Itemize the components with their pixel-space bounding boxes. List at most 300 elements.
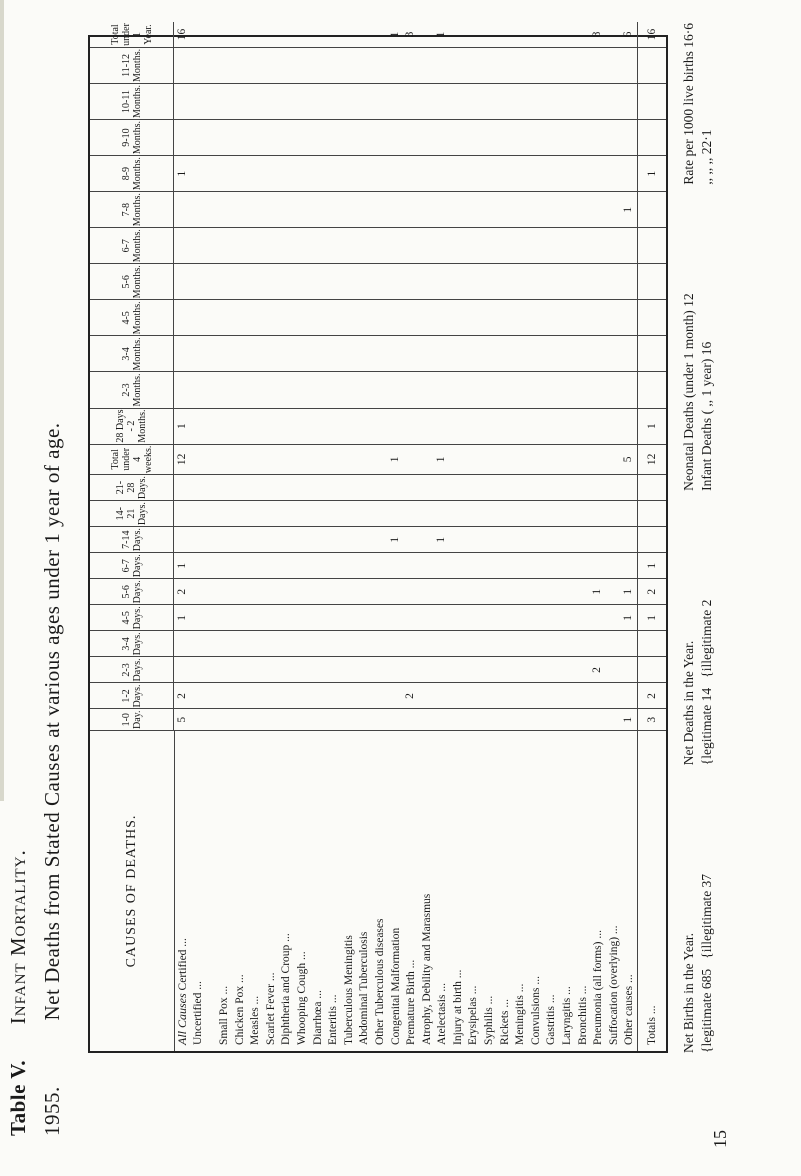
table-cell bbox=[527, 553, 543, 578]
cause-label: Chicken Pox ... bbox=[233, 974, 246, 1045]
table-cell bbox=[511, 527, 527, 552]
table-cell bbox=[293, 409, 309, 444]
table-cell bbox=[511, 84, 527, 119]
table-cell bbox=[309, 84, 325, 119]
age-column bbox=[90, 192, 666, 228]
table-cell bbox=[278, 657, 294, 682]
age-column bbox=[90, 336, 666, 372]
table-cell bbox=[496, 605, 512, 630]
table-cell bbox=[324, 156, 340, 191]
table-cell bbox=[190, 336, 206, 371]
column-header: 14-21 Days. bbox=[90, 501, 174, 526]
cause-label: Abdominal Tuberculosis bbox=[358, 931, 371, 1045]
table-cell bbox=[356, 631, 372, 656]
table-cell bbox=[356, 228, 372, 263]
table-cell bbox=[262, 501, 278, 526]
table-cell bbox=[637, 120, 666, 155]
table-cell bbox=[543, 84, 559, 119]
table-cell bbox=[558, 192, 574, 227]
table-cell bbox=[543, 192, 559, 227]
table-cell bbox=[418, 336, 434, 371]
table-cell bbox=[605, 475, 621, 500]
table-cell bbox=[605, 372, 621, 407]
table-cell bbox=[605, 710, 621, 731]
table-cell bbox=[605, 527, 621, 552]
table-cell bbox=[356, 445, 372, 474]
table-cell bbox=[574, 336, 590, 371]
table-cell bbox=[278, 300, 294, 335]
table-cell bbox=[480, 409, 496, 444]
table-cell bbox=[402, 372, 418, 407]
table-cell bbox=[434, 605, 450, 630]
table-cell bbox=[418, 605, 434, 630]
table-cell: 12 bbox=[175, 453, 188, 466]
table-cell bbox=[340, 120, 356, 155]
table-cell bbox=[246, 156, 262, 191]
table-cell bbox=[527, 120, 543, 155]
table-cell bbox=[215, 605, 231, 630]
spacer bbox=[205, 336, 215, 371]
table-cell bbox=[496, 22, 512, 47]
table-cell bbox=[278, 527, 294, 552]
table-cell bbox=[418, 579, 434, 604]
table-cell bbox=[231, 84, 247, 119]
table-cell bbox=[278, 501, 294, 526]
table-cell bbox=[231, 605, 247, 630]
table-cell bbox=[511, 156, 527, 191]
table-cell bbox=[465, 409, 481, 444]
table-cell bbox=[387, 631, 403, 656]
table-cell bbox=[465, 264, 481, 299]
table-cell bbox=[371, 156, 387, 191]
table-cell bbox=[605, 501, 621, 526]
age-column bbox=[90, 527, 666, 553]
table-cell bbox=[215, 228, 231, 263]
table-cell bbox=[278, 683, 294, 708]
table-cell bbox=[511, 192, 527, 227]
table-cell bbox=[527, 409, 543, 444]
spacer bbox=[205, 48, 215, 83]
table-cell: 1 bbox=[388, 536, 401, 543]
table-cell bbox=[231, 409, 247, 444]
table-cell bbox=[309, 553, 325, 578]
table-cell bbox=[262, 527, 278, 552]
table-cell bbox=[356, 579, 372, 604]
table-cell bbox=[558, 48, 574, 83]
table-cell bbox=[324, 657, 340, 682]
age-column bbox=[90, 300, 666, 336]
table-cell bbox=[589, 501, 605, 526]
table-cell bbox=[465, 372, 481, 407]
table-cell bbox=[605, 409, 621, 444]
page-header bbox=[6, 849, 31, 1136]
cause-label: Diphtheria and Croup ... bbox=[280, 933, 293, 1045]
table-cell bbox=[558, 553, 574, 578]
table-cell bbox=[371, 445, 387, 474]
table-cell bbox=[356, 264, 372, 299]
table-cell bbox=[465, 48, 481, 83]
table-cell bbox=[246, 192, 262, 227]
table-cell bbox=[511, 409, 527, 444]
table-cell: 1 bbox=[388, 456, 401, 463]
table-cell bbox=[278, 631, 294, 656]
table-cell bbox=[174, 120, 190, 155]
table-cell bbox=[309, 120, 325, 155]
table-cell: 16 bbox=[637, 22, 666, 47]
table-cell bbox=[480, 48, 496, 83]
table-cell bbox=[371, 553, 387, 578]
table-cell bbox=[371, 372, 387, 407]
table-cell bbox=[558, 501, 574, 526]
table-cell bbox=[511, 579, 527, 604]
cause-label: Measles ... bbox=[249, 995, 262, 1045]
table-cell bbox=[543, 372, 559, 407]
table-cell bbox=[387, 501, 403, 526]
table-cell bbox=[215, 264, 231, 299]
age-column bbox=[90, 553, 666, 579]
table-cell bbox=[246, 553, 262, 578]
table-cell bbox=[574, 228, 590, 263]
table-cell bbox=[480, 22, 496, 47]
table-cell bbox=[449, 336, 465, 371]
table-cell bbox=[246, 631, 262, 656]
table-cell bbox=[190, 409, 206, 444]
table-cell bbox=[262, 475, 278, 500]
table-cell bbox=[418, 22, 434, 47]
table-cell bbox=[231, 683, 247, 708]
cause-label: Tuberculous Meningitis bbox=[342, 935, 355, 1045]
table-cell: 2 bbox=[175, 693, 188, 699]
table-cell bbox=[543, 631, 559, 656]
table-cell bbox=[215, 192, 231, 227]
table-cell bbox=[496, 192, 512, 227]
column-header: 28 Days - 2 Months. bbox=[90, 409, 174, 444]
table-cell bbox=[558, 409, 574, 444]
table-cell bbox=[174, 192, 190, 227]
age-column bbox=[90, 657, 666, 683]
table-cell bbox=[246, 710, 262, 731]
table-cell bbox=[527, 657, 543, 682]
table-cell bbox=[418, 445, 434, 474]
table-cell bbox=[465, 683, 481, 708]
table-cell bbox=[605, 683, 621, 708]
table-cell bbox=[527, 192, 543, 227]
table-cell bbox=[637, 527, 666, 552]
table-cell bbox=[231, 445, 247, 474]
table-cell bbox=[574, 605, 590, 630]
table-cell bbox=[190, 553, 206, 578]
table-cell bbox=[527, 156, 543, 191]
table-cell bbox=[418, 475, 434, 500]
table-cell bbox=[246, 683, 262, 708]
table-cell bbox=[402, 527, 418, 552]
table-cell bbox=[340, 475, 356, 500]
spacer bbox=[205, 631, 215, 656]
column-header: 4-5 Months. bbox=[90, 300, 174, 335]
table-cell bbox=[387, 683, 403, 708]
table-cell bbox=[589, 156, 605, 191]
table-cell bbox=[434, 579, 450, 604]
uncertified-label: Uncertified ... bbox=[192, 981, 205, 1045]
table-cell bbox=[324, 192, 340, 227]
column-header: Total under 4 weeks. bbox=[90, 445, 174, 474]
table-cell bbox=[371, 631, 387, 656]
cause-label: Scarlet Fever ... bbox=[264, 972, 277, 1045]
table-cell bbox=[356, 48, 372, 83]
table-cell bbox=[340, 156, 356, 191]
table-cell bbox=[465, 475, 481, 500]
spacer bbox=[205, 22, 215, 47]
table-cell bbox=[278, 336, 294, 371]
table-cell bbox=[496, 372, 512, 407]
cause-label: Diarrhœa ... bbox=[311, 990, 324, 1045]
table-cell bbox=[371, 605, 387, 630]
table-cell bbox=[511, 501, 527, 526]
table-cell bbox=[621, 336, 637, 371]
table-cell bbox=[605, 156, 621, 191]
table-cell bbox=[621, 372, 637, 407]
table-cell bbox=[340, 501, 356, 526]
table-cell bbox=[293, 372, 309, 407]
table-cell bbox=[231, 228, 247, 263]
table-cell bbox=[309, 156, 325, 191]
table-cell bbox=[527, 475, 543, 500]
table-cell bbox=[621, 84, 637, 119]
table-cell bbox=[605, 192, 621, 227]
table-cell bbox=[387, 156, 403, 191]
table-cell bbox=[449, 48, 465, 83]
table-cell bbox=[340, 48, 356, 83]
table-cell bbox=[293, 445, 309, 474]
table-cell bbox=[621, 527, 637, 552]
table-cell bbox=[231, 579, 247, 604]
table-cell bbox=[174, 527, 190, 552]
table-cell bbox=[589, 300, 605, 335]
age-column bbox=[90, 22, 666, 48]
age-column bbox=[90, 475, 666, 501]
column-header: 7-14 Days. bbox=[90, 527, 174, 552]
table-cell bbox=[387, 264, 403, 299]
table-cell bbox=[262, 48, 278, 83]
table-cell bbox=[324, 579, 340, 604]
table-cell bbox=[543, 501, 559, 526]
table-cell bbox=[278, 192, 294, 227]
table-cell bbox=[449, 527, 465, 552]
mortality-table bbox=[88, 23, 668, 1053]
table-cell: 2 bbox=[175, 588, 188, 595]
table-cell bbox=[543, 657, 559, 682]
table-cell bbox=[589, 264, 605, 299]
table-cell bbox=[511, 22, 527, 47]
table-cell bbox=[605, 657, 621, 682]
table-cell bbox=[589, 527, 605, 552]
table-cell bbox=[246, 48, 262, 83]
table-cell bbox=[480, 445, 496, 474]
table-cell bbox=[402, 300, 418, 335]
table-cell bbox=[340, 192, 356, 227]
table-cell bbox=[215, 120, 231, 155]
table-cell bbox=[190, 445, 206, 474]
table-cell bbox=[465, 228, 481, 263]
table-cell bbox=[418, 264, 434, 299]
table-cell bbox=[574, 84, 590, 119]
table-cell bbox=[621, 300, 637, 335]
table-cell bbox=[215, 84, 231, 119]
table-cell bbox=[215, 683, 231, 708]
table-cell bbox=[418, 84, 434, 119]
table-cell bbox=[496, 631, 512, 656]
table-cell bbox=[246, 228, 262, 263]
table-cell bbox=[496, 683, 512, 708]
table-cell bbox=[465, 192, 481, 227]
table-cell: 1 bbox=[637, 409, 666, 444]
table-cell bbox=[262, 605, 278, 630]
cause-label: Small Pox ... bbox=[217, 985, 230, 1045]
table-cell bbox=[371, 501, 387, 526]
table-cell bbox=[574, 579, 590, 604]
table-cell bbox=[558, 631, 574, 656]
table-label: Table V. bbox=[6, 1060, 30, 1136]
table-cell bbox=[246, 264, 262, 299]
table-cell bbox=[558, 372, 574, 407]
table-cell bbox=[402, 336, 418, 371]
table-cell bbox=[356, 372, 372, 407]
table-cell bbox=[402, 475, 418, 500]
table-cell bbox=[324, 300, 340, 335]
table-cell bbox=[293, 48, 309, 83]
table-cell bbox=[480, 657, 496, 682]
table-cell bbox=[527, 336, 543, 371]
table-cell bbox=[589, 683, 605, 708]
table-cell bbox=[418, 710, 434, 731]
age-column bbox=[90, 579, 666, 605]
table-cell bbox=[543, 228, 559, 263]
table-cell bbox=[402, 84, 418, 119]
table-cell bbox=[605, 228, 621, 263]
table-cell bbox=[340, 22, 356, 47]
table-cell bbox=[231, 120, 247, 155]
table-cell bbox=[356, 84, 372, 119]
table-cell bbox=[174, 300, 190, 335]
table-cell bbox=[496, 48, 512, 83]
table-cell bbox=[309, 605, 325, 630]
age-column bbox=[90, 710, 666, 732]
table-cell bbox=[324, 409, 340, 444]
table-cell bbox=[262, 22, 278, 47]
table-cell bbox=[371, 228, 387, 263]
table-cell bbox=[278, 156, 294, 191]
table-cell bbox=[371, 683, 387, 708]
cause-label: Erysipelas ... bbox=[467, 985, 480, 1045]
table-cell bbox=[340, 300, 356, 335]
table-cell: 1 bbox=[622, 206, 635, 213]
table-cell bbox=[371, 527, 387, 552]
table-cell bbox=[637, 48, 666, 83]
table-cell bbox=[309, 631, 325, 656]
table-cell bbox=[278, 372, 294, 407]
table-cell bbox=[356, 300, 372, 335]
table-cell bbox=[324, 120, 340, 155]
table-cell bbox=[543, 710, 559, 731]
table-cell bbox=[574, 192, 590, 227]
section-title: Infant Mortality. bbox=[6, 849, 30, 1025]
table-cell bbox=[293, 657, 309, 682]
table-cell: 3 bbox=[404, 31, 417, 38]
table-cell bbox=[621, 553, 637, 578]
table-cell bbox=[215, 372, 231, 407]
column-header: 9-10 Months. bbox=[90, 120, 174, 155]
table-cell bbox=[340, 84, 356, 119]
table-cell bbox=[371, 22, 387, 47]
table-cell bbox=[278, 264, 294, 299]
table-cell bbox=[402, 657, 418, 682]
table-cell bbox=[262, 336, 278, 371]
table-cell bbox=[637, 336, 666, 371]
table-cell bbox=[558, 710, 574, 731]
table-cell bbox=[215, 475, 231, 500]
table-cell bbox=[278, 22, 294, 47]
table-cell bbox=[278, 710, 294, 731]
certified-label: All Causes Certified ... bbox=[175, 938, 190, 1045]
table-cell bbox=[356, 156, 372, 191]
table-cell bbox=[621, 475, 637, 500]
table-cell bbox=[605, 84, 621, 119]
table-cell bbox=[174, 336, 190, 371]
table-cell bbox=[558, 475, 574, 500]
spacer bbox=[205, 372, 215, 407]
table-cell bbox=[434, 372, 450, 407]
totals-label: Totals ... bbox=[637, 731, 666, 1051]
table-cell bbox=[605, 579, 621, 604]
table-cell bbox=[231, 657, 247, 682]
column-header: 1-0 Day. bbox=[90, 710, 174, 731]
table-cell bbox=[449, 710, 465, 731]
table-cell bbox=[465, 336, 481, 371]
table-cell bbox=[356, 409, 372, 444]
table-cell bbox=[340, 605, 356, 630]
table-cell bbox=[465, 300, 481, 335]
table-cell bbox=[543, 445, 559, 474]
column-header: 6-7 Months. bbox=[90, 228, 174, 263]
column-header: 2-3 Days. bbox=[90, 657, 174, 682]
table-cell bbox=[190, 264, 206, 299]
table-cell bbox=[621, 631, 637, 656]
table-cell bbox=[387, 120, 403, 155]
table-cell bbox=[589, 409, 605, 444]
table-cell bbox=[246, 372, 262, 407]
table-cell bbox=[340, 553, 356, 578]
table-cell bbox=[231, 156, 247, 191]
table-cell bbox=[496, 445, 512, 474]
table-cell bbox=[293, 22, 309, 47]
table-cell bbox=[511, 48, 527, 83]
table-cell bbox=[262, 84, 278, 119]
table-cell bbox=[215, 445, 231, 474]
spacer bbox=[205, 192, 215, 227]
table-cell bbox=[174, 657, 190, 682]
table-cell bbox=[434, 553, 450, 578]
table-cell: 2 bbox=[637, 579, 666, 604]
table-cell: 1 bbox=[175, 562, 188, 569]
table-cell bbox=[480, 631, 496, 656]
table-cell bbox=[309, 445, 325, 474]
table-cell bbox=[621, 228, 637, 263]
table-cell bbox=[434, 336, 450, 371]
table-cell bbox=[246, 527, 262, 552]
table-cell bbox=[402, 228, 418, 263]
table-cell bbox=[371, 579, 387, 604]
table-cell bbox=[293, 527, 309, 552]
